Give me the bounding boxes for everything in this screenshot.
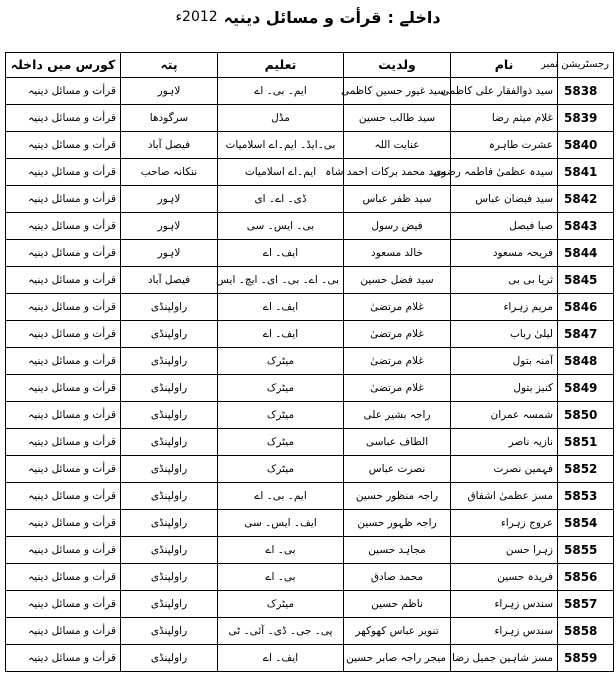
name-cell: آمنہ بتول bbox=[451, 348, 558, 375]
table-row bbox=[6, 159, 614, 186]
father-cell: مجاہد حسین bbox=[344, 537, 451, 564]
address-cell: لاہور bbox=[121, 240, 218, 267]
father-cell: غلام مرتضیٰ bbox=[344, 375, 451, 402]
name-cell: غلام میثم رضا bbox=[451, 105, 558, 132]
course-cell: قرأت و مسائل دینیہ bbox=[6, 456, 121, 483]
course-cell: قرأت و مسائل دینیہ bbox=[6, 159, 121, 186]
father-cell: نصرت عباس bbox=[344, 456, 451, 483]
address-cell: لاہور bbox=[121, 78, 218, 105]
address-cell: راولپنڈی bbox=[121, 483, 218, 510]
reg-no-cell: 5859 bbox=[558, 645, 614, 672]
course-cell: قرأت و مسائل دینیہ bbox=[6, 240, 121, 267]
table-row bbox=[6, 186, 614, 213]
father-cell: غلام مرتضیٰ bbox=[344, 348, 451, 375]
father-cell: الطاف عباسی bbox=[344, 429, 451, 456]
address-cell: راولپنڈی bbox=[121, 402, 218, 429]
table-row bbox=[6, 267, 614, 294]
course-cell: قرأت و مسائل دینیہ bbox=[6, 375, 121, 402]
admissions-table bbox=[5, 52, 614, 672]
name-cell: عروج زہراء bbox=[451, 510, 558, 537]
education-cell: بی۔ اے bbox=[218, 537, 344, 564]
education-cell: میٹرک bbox=[218, 456, 344, 483]
reg-no-cell: 5851 bbox=[558, 429, 614, 456]
address-cell: راولپنڈی bbox=[121, 456, 218, 483]
reg-no-cell: 5852 bbox=[558, 456, 614, 483]
address-cell: راولپنڈی bbox=[121, 429, 218, 456]
education-cell: ایف۔ اے bbox=[218, 645, 344, 672]
table-row bbox=[6, 213, 614, 240]
father-cell: سید محمد برکات احمد شاہ bbox=[344, 159, 451, 186]
address-cell: راولپنڈی bbox=[121, 645, 218, 672]
table-row bbox=[6, 618, 614, 645]
table-row bbox=[6, 240, 614, 267]
header-father: ولدیت bbox=[344, 53, 451, 78]
course-cell: قرأت و مسائل دینیہ bbox=[6, 105, 121, 132]
education-cell: ایم۔اے اسلامیات bbox=[218, 159, 344, 186]
address-cell: راولپنڈی bbox=[121, 618, 218, 645]
table-row bbox=[6, 294, 614, 321]
table-row bbox=[6, 132, 614, 159]
name-cell: ثریا بی بی bbox=[451, 267, 558, 294]
father-cell: راجہ بشیر علی bbox=[344, 402, 451, 429]
table-row bbox=[6, 321, 614, 348]
title-prefix: داخلے : bbox=[387, 7, 441, 27]
table-row bbox=[6, 645, 614, 672]
father-cell: غلام مرتضیٰ bbox=[344, 321, 451, 348]
reg-no-cell: 5858 bbox=[558, 618, 614, 645]
father-cell: ناظم حسین bbox=[344, 591, 451, 618]
table-row bbox=[6, 591, 614, 618]
table-row bbox=[6, 429, 614, 456]
name-cell: کنیز بتول bbox=[451, 375, 558, 402]
father-cell: سید ظفر عباس bbox=[344, 186, 451, 213]
reg-no-cell: 5856 bbox=[558, 564, 614, 591]
table-header-row bbox=[6, 53, 614, 78]
title-year: 2012ء bbox=[175, 9, 218, 25]
father-cell: خالد مسعود bbox=[344, 240, 451, 267]
father-cell: فیض رسول bbox=[344, 213, 451, 240]
education-cell: میٹرک bbox=[218, 375, 344, 402]
reg-no-cell: 5840 bbox=[558, 132, 614, 159]
address-cell: فیصل آباد bbox=[121, 132, 218, 159]
father-cell: سید طالب حسین bbox=[344, 105, 451, 132]
name-cell: لیلیٰ رباب bbox=[451, 321, 558, 348]
reg-no-cell: 5857 bbox=[558, 591, 614, 618]
course-cell: قرأت و مسائل دینیہ bbox=[6, 267, 121, 294]
header-name: نام bbox=[451, 53, 558, 78]
table-row bbox=[6, 348, 614, 375]
name-cell: فہمین نصرت bbox=[451, 456, 558, 483]
course-cell: قرأت و مسائل دینیہ bbox=[6, 429, 121, 456]
course-cell: قرأت و مسائل دینیہ bbox=[6, 402, 121, 429]
reg-no-cell: 5845 bbox=[558, 267, 614, 294]
education-cell: میٹرک bbox=[218, 429, 344, 456]
reg-no-cell: 5842 bbox=[558, 186, 614, 213]
reg-no-cell: 5847 bbox=[558, 321, 614, 348]
address-cell: راولپنڈی bbox=[121, 375, 218, 402]
name-cell: مسز شاہین جمیل رضا bbox=[451, 645, 558, 672]
name-cell: صبا فیصل bbox=[451, 213, 558, 240]
address-cell: راولپنڈی bbox=[121, 510, 218, 537]
address-cell: فیصل آباد bbox=[121, 267, 218, 294]
header-reg-no: رجسٹریشن نمبر bbox=[558, 53, 614, 78]
address-cell: سرگودھا bbox=[121, 105, 218, 132]
education-cell: ڈی۔ اے۔ ای bbox=[218, 186, 344, 213]
father-cell: راجہ منظور حسین bbox=[344, 483, 451, 510]
address-cell: لاہور bbox=[121, 186, 218, 213]
education-cell: بی۔ اے۔ بی۔ ای۔ ایچ۔ ایس bbox=[218, 267, 344, 294]
address-cell: راولپنڈی bbox=[121, 537, 218, 564]
course-cell: قرأت و مسائل دینیہ bbox=[6, 213, 121, 240]
reg-no-cell: 5849 bbox=[558, 375, 614, 402]
table-row bbox=[6, 402, 614, 429]
father-cell: میجر راجہ صابر حسین bbox=[344, 645, 451, 672]
name-cell: سندس زہراء bbox=[451, 591, 558, 618]
name-cell: مریم زہراء bbox=[451, 294, 558, 321]
education-cell: میٹرک bbox=[218, 402, 344, 429]
name-cell: نازیہ ناصر bbox=[451, 429, 558, 456]
table-row bbox=[6, 564, 614, 591]
address-cell: راولپنڈی bbox=[121, 294, 218, 321]
address-cell: لاہور bbox=[121, 213, 218, 240]
course-cell: قرأت و مسائل دینیہ bbox=[6, 618, 121, 645]
name-cell: سید فیضان عباس bbox=[451, 186, 558, 213]
education-cell: ایم۔ بی۔ اے bbox=[218, 78, 344, 105]
course-cell: قرأت و مسائل دینیہ bbox=[6, 645, 121, 672]
education-cell: میٹرک bbox=[218, 348, 344, 375]
name-cell: سید ذوالفقار علی کاظمی bbox=[451, 78, 558, 105]
table-row bbox=[6, 375, 614, 402]
course-cell: قرأت و مسائل دینیہ bbox=[6, 348, 121, 375]
course-cell: قرأت و مسائل دینیہ bbox=[6, 132, 121, 159]
father-cell: محمد صادق bbox=[344, 564, 451, 591]
header-course: کورس میں داخلہ bbox=[6, 53, 121, 78]
name-cell: شمسہ عمران bbox=[451, 402, 558, 429]
education-cell: بی۔ایڈ۔ ایم۔اے اسلامیات bbox=[218, 132, 344, 159]
course-cell: قرأت و مسائل دینیہ bbox=[6, 483, 121, 510]
course-cell: قرأت و مسائل دینیہ bbox=[6, 294, 121, 321]
course-cell: قرأت و مسائل دینیہ bbox=[6, 537, 121, 564]
father-cell: عنایت اللہ bbox=[344, 132, 451, 159]
reg-no-cell: 5844 bbox=[558, 240, 614, 267]
address-cell: راولپنڈی bbox=[121, 591, 218, 618]
course-cell: قرأت و مسائل دینیہ bbox=[6, 591, 121, 618]
table-row bbox=[6, 456, 614, 483]
father-cell: راجہ ظہور حسین bbox=[344, 510, 451, 537]
reg-no-cell: 5839 bbox=[558, 105, 614, 132]
name-cell: فریحہ مسعود bbox=[451, 240, 558, 267]
education-cell: مڈل bbox=[218, 105, 344, 132]
course-cell: قرأت و مسائل دینیہ bbox=[6, 321, 121, 348]
table-row bbox=[6, 105, 614, 132]
table-row bbox=[6, 537, 614, 564]
reg-no-cell: 5841 bbox=[558, 159, 614, 186]
header-address: پتہ bbox=[121, 53, 218, 78]
address-cell: راولپنڈی bbox=[121, 564, 218, 591]
reg-no-cell: 5853 bbox=[558, 483, 614, 510]
name-cell: سندس زہراء bbox=[451, 618, 558, 645]
education-cell: ایف۔ اے bbox=[218, 321, 344, 348]
education-cell: بی۔ ایس۔ سی bbox=[218, 213, 344, 240]
table-row bbox=[6, 483, 614, 510]
header-education: تعلیم bbox=[218, 53, 344, 78]
address-cell: ننکانہ صاحب bbox=[121, 159, 218, 186]
father-cell: سید فضل حسین bbox=[344, 267, 451, 294]
page-title bbox=[0, 4, 616, 30]
education-cell: میٹرک bbox=[218, 591, 344, 618]
reg-no-cell: 5846 bbox=[558, 294, 614, 321]
table-row bbox=[6, 78, 614, 105]
reg-no-cell: 5855 bbox=[558, 537, 614, 564]
reg-no-cell: 5843 bbox=[558, 213, 614, 240]
address-cell: راولپنڈی bbox=[121, 348, 218, 375]
table-row bbox=[6, 510, 614, 537]
name-cell: سیدہ عظمیٰ فاطمہ رضوی bbox=[451, 159, 558, 186]
reg-no-cell: 5848 bbox=[558, 348, 614, 375]
father-cell: سید غیور حسین کاظمی bbox=[344, 78, 451, 105]
education-cell: ایف۔ اے bbox=[218, 240, 344, 267]
father-cell: غلام مرتضیٰ bbox=[344, 294, 451, 321]
education-cell: ایف۔ ایس۔ سی bbox=[218, 510, 344, 537]
name-cell: مسز عظمیٰ اشفاق bbox=[451, 483, 558, 510]
education-cell: ایف۔ اے bbox=[218, 294, 344, 321]
name-cell: عشرت طاہرہ bbox=[451, 132, 558, 159]
education-cell: ایم۔ بی۔ اے bbox=[218, 483, 344, 510]
reg-no-cell: 5850 bbox=[558, 402, 614, 429]
name-cell: زہرا حسن bbox=[451, 537, 558, 564]
title-main: قرأت و مسائل دینیہ bbox=[223, 7, 382, 27]
reg-no-cell: 5854 bbox=[558, 510, 614, 537]
education-cell: بی۔ اے bbox=[218, 564, 344, 591]
name-cell: فریدہ حسین bbox=[451, 564, 558, 591]
reg-no-cell: 5838 bbox=[558, 78, 614, 105]
address-cell: راولپنڈی bbox=[121, 321, 218, 348]
course-cell: قرأت و مسائل دینیہ bbox=[6, 186, 121, 213]
education-cell: پی۔ جی۔ ڈی۔ آئی۔ ٹی bbox=[218, 618, 344, 645]
course-cell: قرأت و مسائل دینیہ bbox=[6, 78, 121, 105]
course-cell: قرأت و مسائل دینیہ bbox=[6, 564, 121, 591]
course-cell: قرأت و مسائل دینیہ bbox=[6, 510, 121, 537]
father-cell: تنویر عباس کھوکھر bbox=[344, 618, 451, 645]
